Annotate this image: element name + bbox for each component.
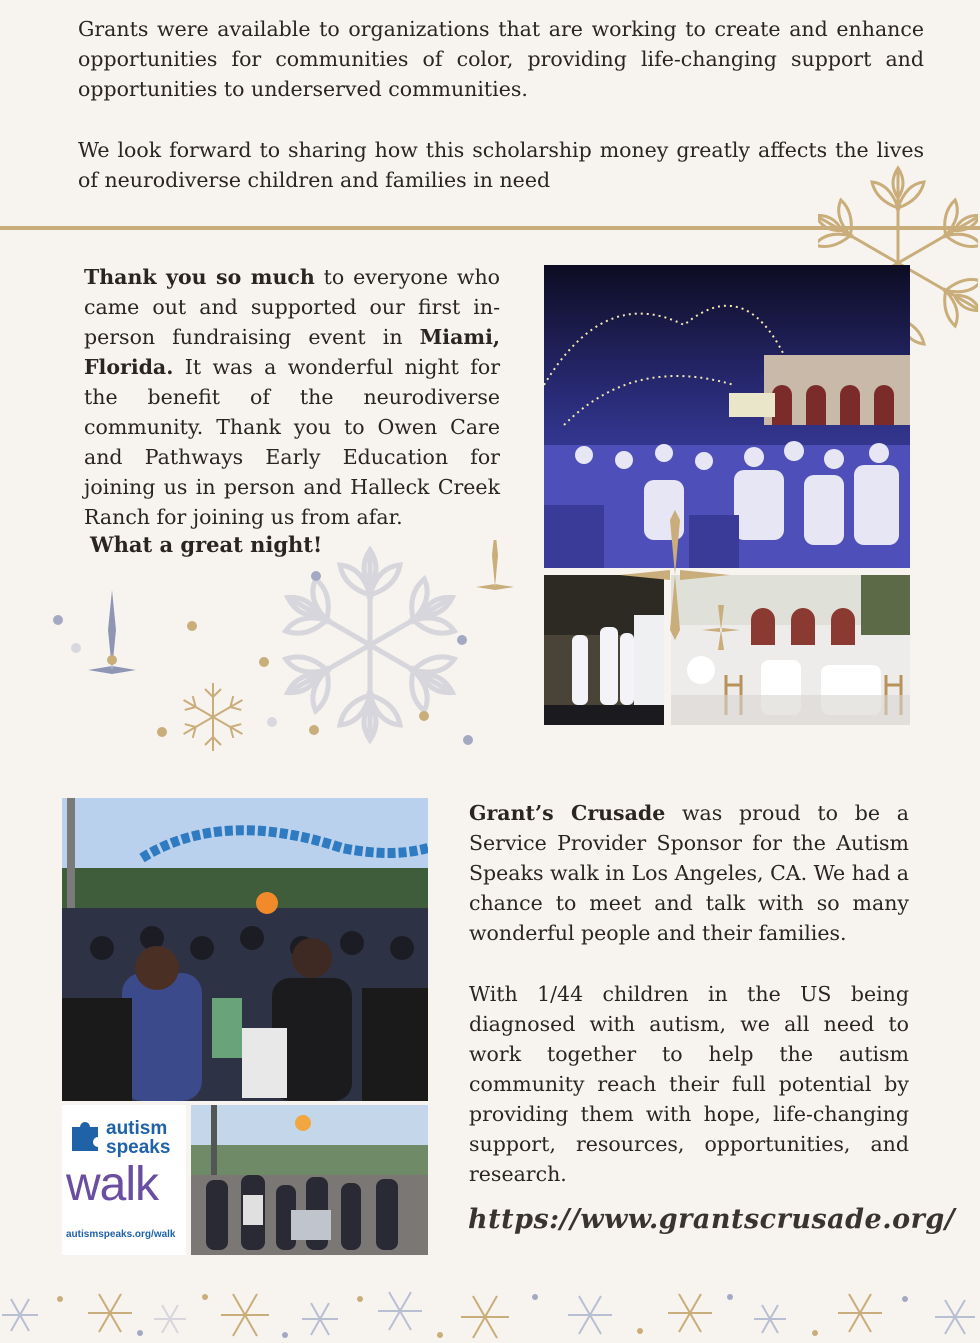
- grants-paragraph: Grants were available to organizations that are working to create and enhance opportunities for communities of color, providing life-changing support and opportunities to underserved communities.: [78, 17, 924, 101]
- logo-walk-text: walk: [66, 1158, 159, 1211]
- miami-paragraph: [84, 262, 500, 532]
- walk-crowd-photo: [62, 798, 428, 1101]
- website-link[interactable]: https://www.grantscrusade.org/: [468, 1204, 956, 1235]
- scholarship-paragraph: We look forward to sharing how this scholarship money greatly affects the lives of neurodiverse children and families in need: [78, 138, 924, 192]
- great-night-heading: What a great night!: [90, 532, 323, 557]
- miami-bold-lead: Thank you so much: [84, 265, 315, 289]
- walk-paragraph: [469, 798, 909, 948]
- snowflake-dots-decoration: [40, 540, 540, 760]
- autism-speaks-walk-logo: [62, 1105, 186, 1255]
- puzzle-piece-icon: [68, 1117, 102, 1153]
- walk-text-part1: was proud to be a Service Provider Sponsor for the Autism Speaks walk in Los Angeles, CA. We had a chance to meet and talk with so many wonderful people and their families.: [469, 801, 909, 945]
- logo-url-text: autismspeaks.org/walk: [66, 1229, 176, 1240]
- miami-text-part2: It was a wonderful night for the benefit of the neurodiverse community. Thank you to Owen Care and Pathways Early Education for joining us in person and Halleck Creek Ranch for joining us from afar.: [84, 355, 500, 529]
- logo-text: [106, 1119, 170, 1157]
- miami-location: Miami, Florida.: [84, 325, 500, 379]
- logo-autism-text: autism: [106, 1118, 168, 1139]
- miami-text-part1: to everyone who came out and supported our first in-person fundraising event in: [84, 265, 500, 349]
- logo-speaks-text: speaks: [106, 1137, 171, 1158]
- walk-bold-lead: Grant’s Crusade: [469, 801, 666, 825]
- walk-street-photo: [191, 1105, 428, 1255]
- gold-sparkle-icon: [620, 510, 740, 650]
- autism-stat-paragraph: With 1/44 children in the US being diagnosed with autism, we all need to work together to help the autism community reach their full potential by providing them with hope, life-changing support, resources, opportunities, and research.: [469, 982, 909, 1186]
- footer-snowflake-band: [0, 1285, 980, 1343]
